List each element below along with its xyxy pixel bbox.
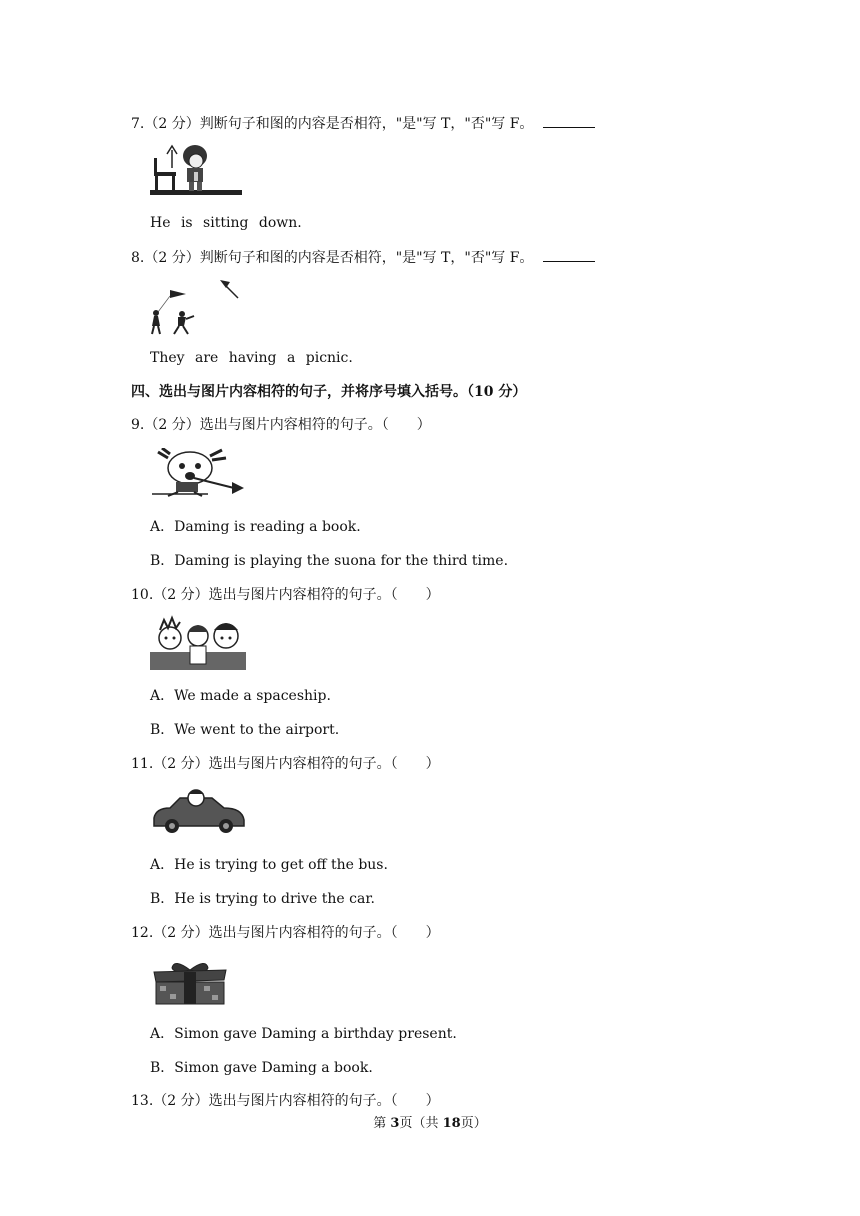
total-pages: 18 [442, 1116, 461, 1131]
option-10a[interactable]: A．We made a spaceship. [150, 688, 331, 704]
current-page: 3 [390, 1116, 400, 1131]
question-8-prompt [131, 248, 595, 267]
page-footer: 第 3页（共 18页） [373, 1116, 487, 1131]
three-children-image [150, 614, 246, 670]
section-heading: 四、选出与图片内容相符的句子，并将序号填入括号。（10 分） [131, 384, 527, 400]
gift-box-image [150, 958, 230, 1008]
question-12-prompt: 12.（2 分）选出与图片内容相符的句子。（ ） [131, 925, 440, 941]
option-9a[interactable]: A．Daming is reading a book. [150, 519, 361, 535]
option-9b[interactable]: B．Daming is playing the suona for the third time. [150, 553, 509, 569]
question-13-prompt: 13.（2 分）选出与图片内容相符的句子。（ ） [131, 1093, 440, 1109]
boy-standing-up-image [150, 140, 242, 202]
question-9-prompt: 9.（2 分）选出与图片内容相符的句子。（ ） [131, 417, 431, 433]
sentence-8: They are having a picnic. [150, 350, 353, 366]
boy-playing-suona-image [148, 448, 246, 500]
option-11b[interactable]: B．He is trying to drive the car. [150, 891, 375, 907]
answer-blank-7[interactable] [543, 114, 595, 128]
question-11-prompt: 11.（2 分）选出与图片内容相符的句子。（ ） [131, 756, 440, 772]
option-10b[interactable]: B．We went to the airport. [150, 722, 340, 738]
option-12b[interactable]: B．Simon gave Daming a book. [150, 1060, 373, 1076]
kids-flying-kites-image [148, 276, 242, 338]
car-image [150, 788, 246, 836]
option-11a[interactable]: A．He is trying to get off the bus. [150, 857, 388, 873]
option-12a[interactable]: A．Simon gave Daming a birthday present. [150, 1026, 457, 1042]
question-8-text: 8.（2 分）判断句子和图的内容是否相符，"是"写 T，"否"写 F。 [131, 250, 534, 266]
answer-blank-8[interactable] [543, 248, 595, 262]
sentence-7: He is sitting down. [150, 215, 302, 231]
question-10-prompt: 10.（2 分）选出与图片内容相符的句子。（ ） [131, 587, 440, 603]
question-7-prompt [131, 114, 595, 133]
question-7-text: 7.（2 分）判断句子和图的内容是否相符，"是"写 T，"否"写 F。 [131, 116, 534, 132]
